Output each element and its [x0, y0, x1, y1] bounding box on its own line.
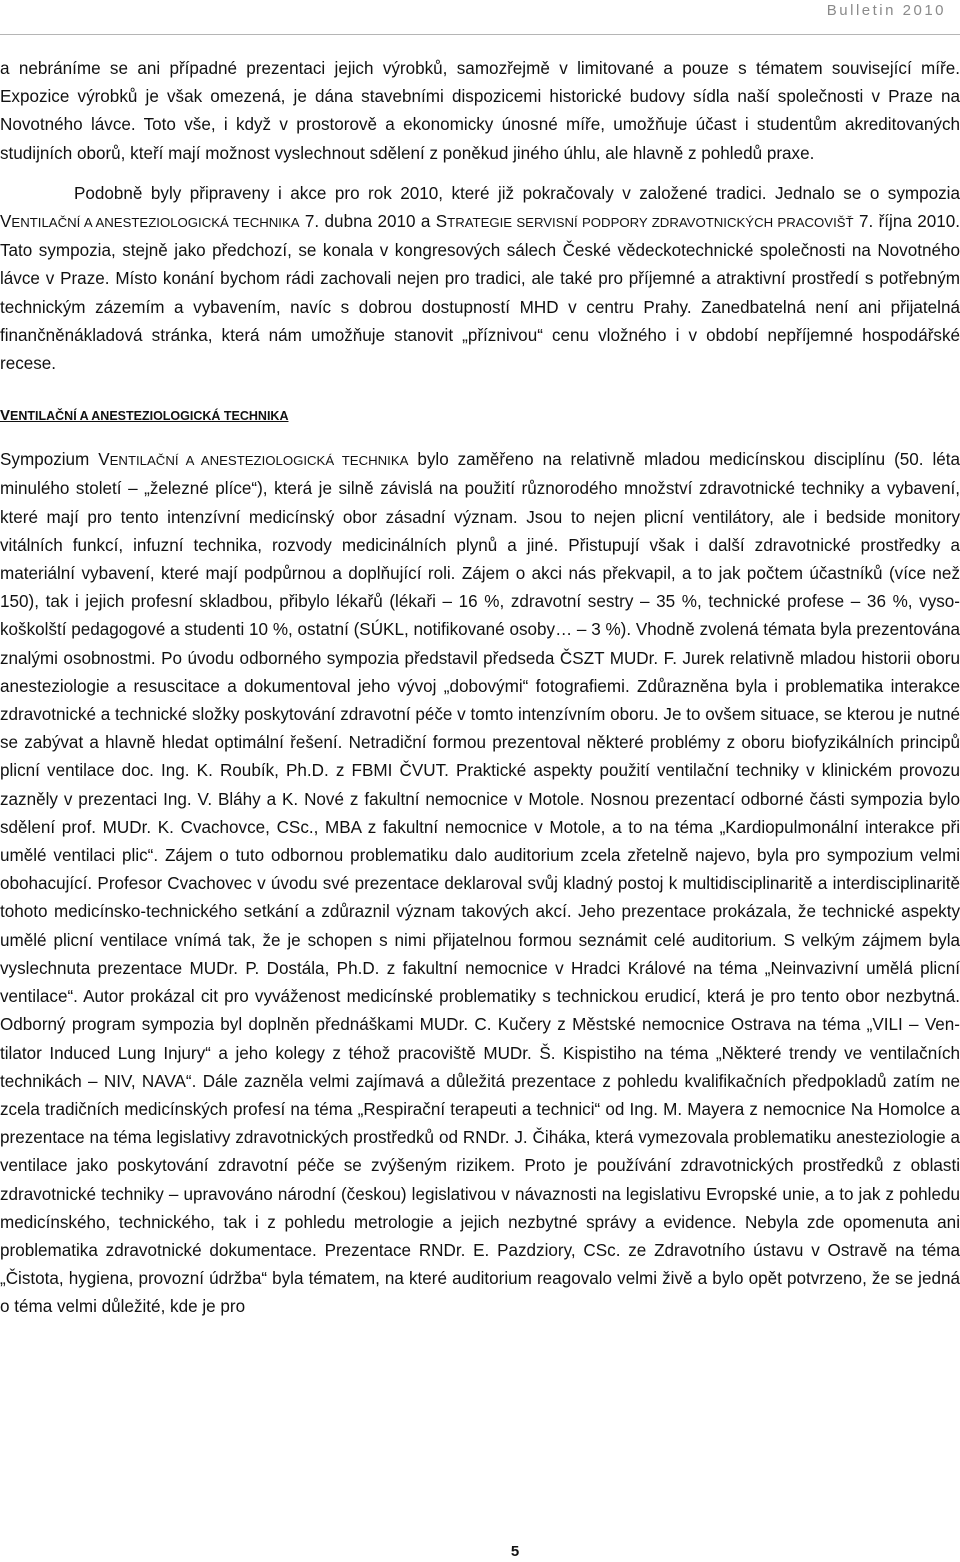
- article-body: [0, 55, 960, 1322]
- paragraph-symposium-report: [0, 446, 960, 1321]
- header-divider: [0, 34, 960, 35]
- paragraph-text: 7. října 2010. Tato sympozia, stejně jako předchozí, se konala v kongresových sálech České vědeckotechnické společnosti na Novotného lávce v Praze. Místo konání bychom rádi zachovali nejen pro tradici, ale také pro příjemné a atraktivní prostředí s potřebným technickým zázemím a vybavením, navíc s dobrou dostupností MHD v centru Prahy. Zanedbatelná není ani přijatelná finančněnákladová stránka, která nám umožňuje stanovit „příznivou“ cenu vložného i v období nepříjemné hospodářské recese.: [0, 212, 960, 374]
- page-number: 5: [510, 1543, 520, 1560]
- paragraph-intro: a nebráníme se ani případné prezentaci jejich výrobků, samozřejmě v limitované a pouze s tématem související míře. Expozice výrobků je však omezená, je dána stavebními dispozicemi historické budovy sídla naší společnosti v Praze na Novotného lávce. Toto vše, i když v prostorově a ekonomicky únosné míře, umožňuje účast i studentům akreditovaných studijních oborů, kteří mají možnost vyslechnout sdělení z poněkud jiného úhlu, ale hlavně z pohledů praxe.: [0, 59, 960, 163]
- event-title-initial: V: [98, 450, 110, 470]
- paragraph-text: Sympozium: [0, 450, 99, 470]
- section-heading: [0, 404, 960, 428]
- paragraph-text: 7. dubna 2010 a: [299, 212, 436, 232]
- event-title-ventilation-initial: V: [0, 212, 12, 232]
- section-heading-text: ENTILAČNÍ A ANESTEZIOLOGICKÁ TECHNIKA: [10, 409, 289, 424]
- section-heading-initial: V: [0, 407, 11, 425]
- event-title-ventilation: ENTILAČNÍ A ANESTEZIOLOGICKÁ TECHNIKA: [11, 215, 300, 231]
- paragraph-symposia-2010: [0, 180, 960, 378]
- running-header: Bulletin 2010: [826, 2, 946, 19]
- event-title-servis-initial: S: [435, 212, 448, 232]
- event-title: ENTILAČNÍ A ANESTEZIOLOGICKÁ TECHNIKA: [109, 453, 409, 469]
- event-title-servis: TRATEGIE SERVISNÍ PODPORY ZDRAVOTNICKÝCH PRACOVIŠŤ: [447, 215, 854, 231]
- paragraph-text: Podobně byly připraveny i akce pro rok 2010, které již pokračovaly v založené tradici. Jednalo se o sympozia: [74, 183, 960, 203]
- paragraph-text: bylo zaměřeno na relativně mladou medicínskou disciplínu (50. léta minulého století – „železné plíce“), která je silně závislá na použití různorodého množství zdravotnické techniky a vybavení, které mají pro tento intenzívní medicínský obor zásadní význam. Jsou to nejen plicní ventilátory, ale i bedside monitory vitálních funkcí, infuzní technika, rozvody medicinálních plynů a jiné. Přistupují však i další zdravotnické prostředky a materiální vybavení, které mají podpůrnou a doplňující roli. Zájem o akci nás překvapil, a to jak počtem účastníků (více než 150), tak i jejich profesní skladbou, přibylo lékařů (lékaři – 16 %, zdravotní sestry – 35 %, technické profese – 36 %, vysokoškolští pedagogové a studenti 10 %, ostatní (SÚKL, notifikované osoby… – 3 %). Vhodně zvolená témata byla prezentována znalými osobnostmi. Po úvodu odborného sympozia představil předseda ČSZT MUDr. F. Jurek relativně mladou historii oboru anesteziologie a resuscitace a dokumentoval jeho vývoj „dobovými“ fotografiemi. Zdůrazněna byla i problematika interakce zdravotnické a technické složky poskytování zdravotní péče v tomto intenzívním oboru. Je to ovšem situace, se kterou je nutné se zabývat a hlavně hledat optimální řešení. Netradiční formou prezentoval některé problémy z oboru biofyzikálních principů plicní ventilace doc. Ing. K. Roubík, Ph.D. z FBMI ČVUT. Praktické aspekty použití ventilační techniky v klinickém provozu zazněly v prezentaci Ing. V. Bláhy a K. Nové z fakultní nemocnice v Motole. Nosnou prezentací odborné části sympozia bylo sdělení prof. MUDr. K. Cvachovce, CSc., MBA z fakultní nemocnice v Motole, a to na téma „Kardiopulmonální interakce při umělé ventilaci plic“. Zájem o tuto odbornou problematiku dalo auditorium zcela zřetelně najevo, byla pro sympozium velmi obohacující. Profesor Cvachovec v úvodu své prezentace deklaroval svůj kladný postoj k multidisciplinaritě a interdisciplinaritě tohoto medicínsko-technického setkání a zdůraznil význam takových akcí. Jeho prezentace prokázala, že technické aspekty umělé plicní ventilace vnímá tak, že je schopen s nimi přijatelnou formou seznámit celé auditorium. S velkým zájmem byla vyslechnuta prezentace MUDr. P. Dostála, Ph.D. z fakultní nemocnice v Hradci Králové na téma „Neinvazivní umělá plicní ventilace“. Autor prokázal cit pro vyváženost medicínské problematiky s technickou erudicí, která je pro tento obor nezbytná. Odborný program sympozia byl doplněn přednáškami MUDr. C. Kučery z Městské nemocnice Ostrava na téma „VILI – Ventilator Induced Lung Injury“ a jeho kolegy z téhož pracoviště MUDr. Š. Kispistiho na téma „Některé trendy ve ventilačních technikách – NIV, NAVA“. Dále zazněla velmi zajímavá a důležitá prezentace z pohledu kvalifikačních předpokladů zatím ne zcela tradičních medicínských profesí na téma „Respirační terapeuti a technici“ od Ing. M. Mayera z nemocnice Na Homolce a prezentace na téma legislativy zdravotnických prostředků od RNDr. J. Čiháka, která vymezovala problematiku anesteziologie a ventilace jako poskytování zdravotní péče se zvýšeným rizikem. Proto je používání zdravotnických prostředků z oblasti zdravotnické techniky – upravováno národní (českou) legislativou v návaznosti na legislativu Evropské unie, a to jak z pohledu medicínského, technického, tak i z pohledu metrologie a jejich nezbytné správy a evidence. Nebyla zde opomenuta ani problematika zdravotnické dokumentace. Prezentace RNDr. E. Pazdziory, CSc. ze Zdravotního ústavu v Ostravě na téma „Čistota, hygiena, provozní údržba“ byla tématem, na které auditorium reagovalo velmi živě a bylo opět potvrzeno, že se jedná o téma velmi důležité, kde je pro: [0, 450, 960, 1317]
